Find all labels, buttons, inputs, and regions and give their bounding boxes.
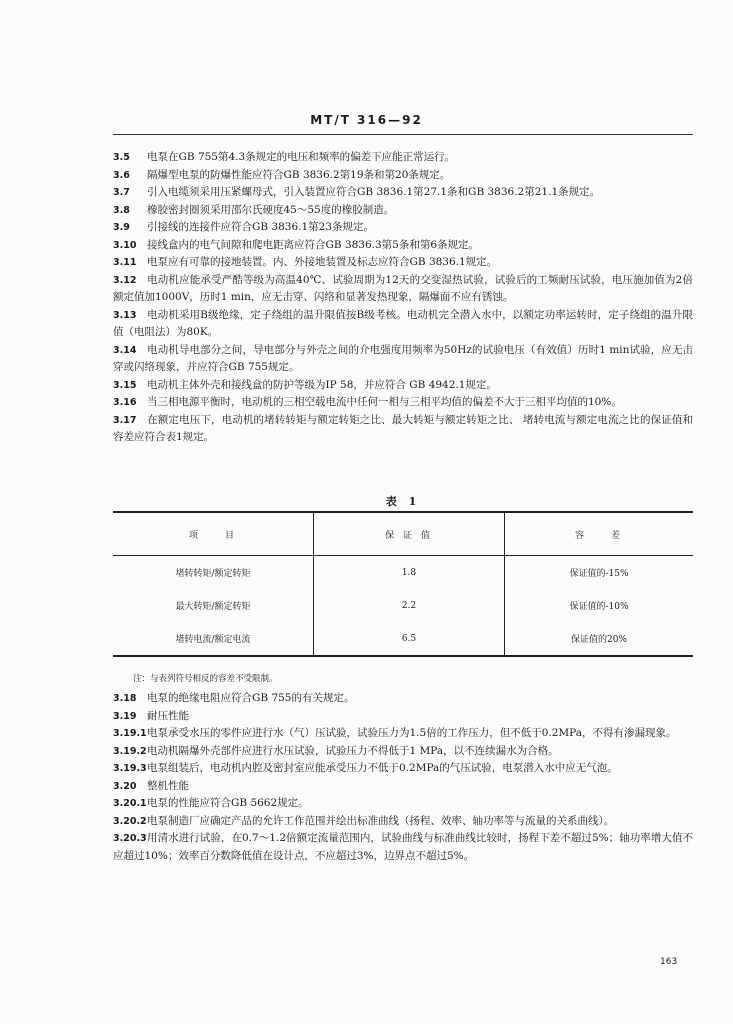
table-cell: 堵转电流/额定电流 bbox=[175, 635, 251, 645]
table-cell: 堵转转矩/额定转矩 bbox=[175, 569, 251, 579]
table-cell: 保证值的-15% bbox=[569, 569, 629, 579]
table-header-guaranteed: 保 证 值 bbox=[314, 512, 505, 556]
clause bbox=[113, 219, 693, 237]
clause-number: 3.20.2 bbox=[113, 815, 147, 827]
clause-number: 3.12 bbox=[113, 274, 137, 286]
clause-text: 在额定电压下，电动机的堵转转矩与额定转矩之比、最大转矩与额定转矩之比、 堵转电流与额定电流之比的保证值和容差应符合表1规定。 bbox=[113, 413, 693, 443]
clause bbox=[113, 412, 693, 447]
clause bbox=[113, 778, 693, 796]
clause-number: 3.15 bbox=[113, 379, 137, 391]
header-rule bbox=[113, 134, 693, 135]
clause-number: 3.10 bbox=[113, 239, 137, 251]
table-header-tolerance: 容 差 bbox=[574, 530, 623, 541]
clause bbox=[113, 149, 693, 167]
clause-text: 电泵组装后，电动机内腔及密封室应能承受压力不低于0.2MPa的气压试验，电泵潜入水中应无气泡。 bbox=[147, 762, 618, 774]
clause bbox=[113, 743, 693, 761]
performance-table bbox=[113, 511, 693, 657]
clause-text: 引入电缆须采用压紧螺母式，引入装置应符合GB 3836.1第27.1条和GB 3836.2第21.1条规定。 bbox=[147, 186, 601, 198]
clause-text: 电泵应有可靠的接地装置。内、外接地装置及标志应符合GB 3836.1规定。 bbox=[147, 256, 498, 268]
clause-number: 3.5 bbox=[113, 152, 130, 163]
clause-text: 电动机采用B级绝缘，定子绕组的温升限值按B级考核。电动机完全潜入水中，以额定功率运转时，定子绕组的温升限值（电阻法）为80K。 bbox=[113, 308, 693, 338]
table-caption: 表 1 bbox=[385, 495, 421, 508]
table-cell: 最大转矩/额定转矩 bbox=[175, 602, 251, 612]
clause-text: 电泵在GB 755第4.3条规定的电压和频率的偏差下应能正常运行。 bbox=[147, 151, 456, 163]
clause bbox=[113, 795, 693, 813]
clause-number: 3.17 bbox=[113, 414, 137, 426]
clause-number: 3.7 bbox=[113, 187, 130, 198]
clause-number: 3.19.2 bbox=[113, 745, 147, 757]
clause-number: 3.20.3 bbox=[113, 833, 147, 844]
clause bbox=[113, 184, 693, 202]
clause-text: 电泵制造厂应确定产品的允许工作范围并绘出标准曲线（扬程、效率、轴功率等与流量的关系曲线）。 bbox=[147, 814, 615, 827]
standard-header: MT/T 316—92 bbox=[310, 113, 423, 127]
table-cell: 1.8 bbox=[314, 556, 505, 590]
clause-text: 电动机隔爆外壳部件应进行水压试验，试验压力不得低于1 MPa，以不连续漏水为合格。 bbox=[147, 744, 559, 757]
clause-number: 3.18 bbox=[113, 693, 137, 704]
clause-number: 3.20 bbox=[113, 780, 137, 792]
table-header-item: 项 目 bbox=[188, 530, 237, 541]
table-note: 注：与表列符号相反的容差不受限制。 bbox=[133, 674, 278, 684]
clause bbox=[113, 690, 693, 708]
table-cell: 保证值的20% bbox=[570, 635, 627, 645]
clause bbox=[113, 272, 693, 307]
clause bbox=[113, 307, 693, 342]
clause-text: 引接线的连接件应符合GB 3836.1第23条规定。 bbox=[147, 221, 375, 233]
table-header-row bbox=[113, 512, 693, 556]
clause bbox=[113, 377, 693, 395]
table-row bbox=[113, 622, 693, 656]
clause-text: 电泵承受水压的零件应进行水（气）压试验，试验压力为1.5倍的工作压力，但不低于0.2MPa，不得有渗漏现象。 bbox=[147, 727, 677, 739]
clause bbox=[113, 394, 693, 412]
clause bbox=[113, 813, 693, 831]
clause-number: 3.9 bbox=[113, 222, 130, 233]
clause-text: 电动机主体外壳和接线盒的防护等级为IP 58，并应符合 GB 4942.1规定。 bbox=[147, 378, 497, 391]
clause-text: 耐压性能 bbox=[147, 709, 189, 722]
table-row bbox=[113, 556, 693, 590]
clause-text: 电泵的绝缘电阻应符合GB 755的有关规定。 bbox=[147, 692, 355, 704]
clause-text: 整机性能 bbox=[147, 779, 189, 792]
clause bbox=[113, 830, 693, 865]
clause-text: 当三相电源平衡时，电动机的三相空载电流中任何一相与三相平均值的偏差不大于三相平均值的10%。 bbox=[147, 396, 622, 408]
clause-number: 3.6 bbox=[113, 169, 130, 181]
clause bbox=[113, 708, 693, 726]
clause bbox=[113, 725, 693, 743]
clause-number: 3.11 bbox=[113, 257, 137, 268]
clause-number: 3.14 bbox=[113, 344, 137, 356]
page-number: 163 bbox=[660, 957, 678, 967]
clause-text: 电泵的性能应符合GB 5662规定。 bbox=[147, 797, 309, 809]
clause bbox=[113, 202, 693, 220]
clause-text: 隔爆型电泵的防爆性能应符合GB 3836.2第19条和第20条规定。 bbox=[147, 168, 451, 181]
table-cell: 保证值的-10% bbox=[569, 602, 629, 612]
clause-text: 用清水进行试验，在0.7～1.2倍额定流量范围内，试验曲线与标准曲线比较时，扬程下差不超过5%；轴功率增大值不应超过10%；效率百分数降低值在设计点，不应超过3%，边界点不超过5%。 bbox=[113, 832, 693, 862]
clause-text: 电动机导电部分之间，导电部分与外壳之间的介电强度用频率为50Hz的试验电压（有效值）历时1 min试验，应无击穿或闪络现象，并应符合GB 755规定。 bbox=[113, 343, 693, 373]
clause-number: 3.19.3 bbox=[113, 763, 147, 774]
clause bbox=[113, 237, 693, 255]
clauses-bottom bbox=[113, 690, 693, 865]
table-cell: 2.2 bbox=[314, 589, 505, 622]
clause-number: 3.8 bbox=[113, 204, 130, 216]
clause-number: 3.13 bbox=[113, 309, 137, 321]
table-row bbox=[113, 589, 693, 622]
clause bbox=[113, 760, 693, 778]
clause-number: 3.19.1 bbox=[113, 728, 147, 739]
clause-number: 3.19 bbox=[113, 710, 137, 722]
clause bbox=[113, 167, 693, 185]
clause-text: 橡胶密封圈须采用邵尔氏硬度45～55度的橡胶制造。 bbox=[147, 203, 395, 216]
clause bbox=[113, 254, 693, 272]
clause-text: 接线盒内的电气间隙和爬电距离应符合GB 3836.3第5条和第6条规定。 bbox=[147, 238, 480, 251]
clauses-top bbox=[113, 149, 693, 447]
clause bbox=[113, 342, 693, 377]
clause-number: 3.20.1 bbox=[113, 798, 147, 809]
clause-text: 电动机应能承受严酷等级为高温40℃、试验周期为12天的交变湿热试验，试验后的工频耐压试验，电压施加值为2倍额定值加1000V，历时1 min，应无击穿、闪络和显著发热现象，隔爆面不应有锈蚀。 bbox=[113, 273, 693, 303]
table-cell: 6.5 bbox=[314, 622, 505, 656]
clause-number: 3.16 bbox=[113, 397, 137, 408]
